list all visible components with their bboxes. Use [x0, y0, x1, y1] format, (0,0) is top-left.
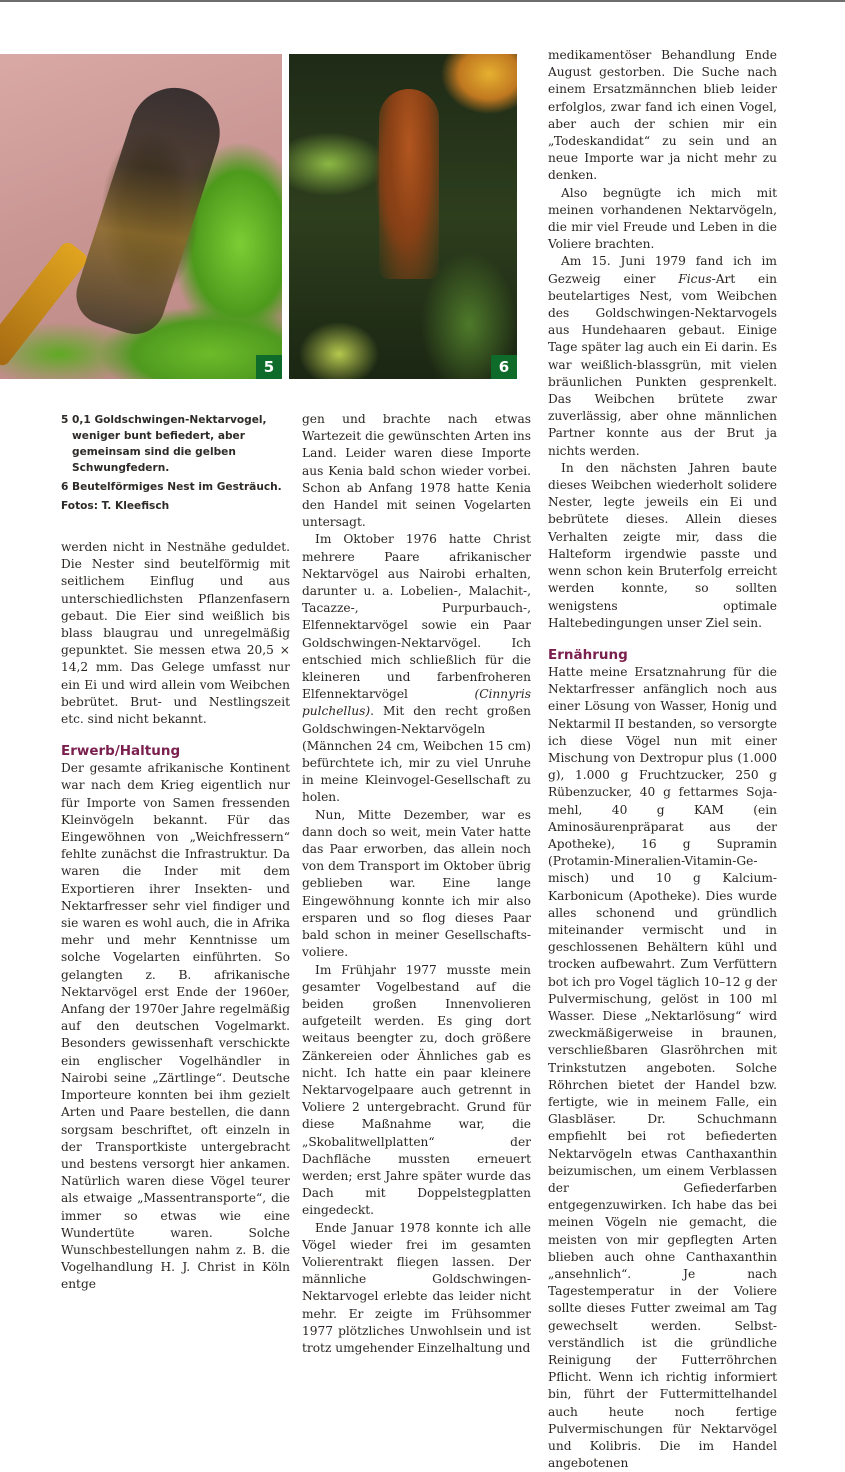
caption-5 [61, 412, 291, 476]
bird-body-shape [69, 76, 232, 342]
paragraph: Ende Januar 1978 konnte ich alle Vögel wieder frei im gesamten Volierentrakt fliegen lassen. Der männliche Goldschwingen-Nektarvogel erlebte das leider nicht mehr. Er zeigte im Frühsommer 1977 plötzliches Unwohlsein und ist trotz umgehender Einzelhaltung und [302, 1220, 531, 1355]
paragraph: Also begnügte ich mich mit meinen vorhandenen Nektarvögeln, die mir viel Freude und Leben in die Voliere brachten. [548, 185, 777, 252]
paragraph: In den nächsten Jahren baute dieses Weibchen wiederholt solidere Nester, legte jeweils ein Ei und bebrütete dieses. Allein dieses Verhalten zeigte mir, dass die Halteform irgendwie passte und wenn schon kein Bruterfolg erreicht werden konnte, so sollten wenigstens optimale Haltebedingungen unser Ziel sein. [548, 460, 777, 630]
caption-6 [61, 479, 291, 495]
bird-tail-shape [0, 240, 90, 369]
figure-number-badge-6: 6 [491, 355, 517, 379]
paragraph: medikamentöser Behandlung Ende August gestorben. Die Suche nach einem Ersatzmännchen blieb leider erfolglos, zwar fand ich einen Vogel, aber auch der schien mir ein „Todeskandidat“ zu sein und an neue Importe war ja nicht mehr zu denken. [548, 48, 777, 183]
text-run: Am 15. Juni 1979 fand ich im Gezweig einer [548, 254, 777, 286]
caption-number: 6 [61, 481, 69, 493]
paragraph: Der gesamte afrikanische Kontinent war nach dem Krieg eigentlich nur für Importe von Samen fressenden Kleinvögeln bekannt. Für das Eingewöhnen von „Weichfressern“ fehlte zunächst die Infrastruktur. Da waren die Inder mit dem Exportieren ihrer Insekten- und Nektarfresser sehr viel findiger und sie waren es wohl auch, die in Afrika mehr und mehr Kenntnisse um solche Vogelarten einführten. So gelangten z. B. afrikanische Nektarvögel erst Ende der 1960er, Anfang der 1970er Jahre regelmäßig auf den deutschen Vogelmarkt. Besonders gewissenhaft verschickte ein englischer Vogelhändler in Nairobi seine „Zärtlinge“. Deutsche Importeure konnten bei ihm gezielt Arten und Paare bestellen, die dann sorgsam beschriftet, oft einzeln in der Transportkiste untergebracht und bestens versorgt hier ankamen. Natürlich waren diese Vögel teurer als etwaige „Massentransporte“, die immer so etwas wie eine Wundertüte waren. Solche Wunschbestellungen nahm z. B. die Vogelhandlung H. J. Christ in Köln entge [61, 761, 290, 1292]
section-heading-erwerb-haltung: Erwerb/Haltung [61, 743, 181, 760]
photo-goldwinged-sunbird [0, 54, 282, 379]
text-run: . Mit den recht großen Goldschwingen-Nektarvögeln (Männchen 24 cm, Weibchen 15 cm) befürchtete ich, mir zu viel Unruhe in meine Kleinvogel-Gesellschaft zu holen. [302, 704, 531, 805]
text-column-2 [302, 411, 531, 1357]
paragraph: werden nicht in Nestnähe geduldet. Die Nester sind beutelförmig mit seitlichem Einflug und aus unterschiedlichsten Pflanzenfasern gebaut. Die Eier sind weißlich bis blass blaugrau und unregelmäßig gepunktet. Sie messen etwa 20,5 × 14,2 mm. Das Gelege umfasst nur ein Ei und wird allein vom Weibchen bebrütet. Brut- und Nestlingszeit etc. sind nicht bekannt. [61, 540, 290, 727]
caption-text: Beutelförmiges Nest im Gesträuch. [72, 481, 282, 493]
paragraph: gen und brachte nach etwas Wartezeit die gewünschten Arten ins Land. Leider waren diese Importe aus Kenia bald schon wieder vorbei. Schon ab Anfang 1978 hatte Kenia den Handel mit seinen Vogelarten untersagt. [302, 412, 531, 530]
text-column-3 [548, 47, 777, 1472]
figure-captions [61, 412, 291, 514]
paragraph [302, 531, 531, 806]
paragraph: Nun, Mitte Dezember, war es dann doch so weit, mein Vater hatte das Paar erworben, das allein noch von dem Transport im Oktober übrig geblieben war. Eine lange Eingewöhnung konnte ich mir also ersparen und so flog dieses Paar bald schon in meiner Gesellschaftsvoliere. [302, 807, 531, 960]
species-name: (Cinnyris pulchellus) [302, 687, 531, 719]
text-run: Im Oktober 1976 hatte Christ mehrere Paare afrikanischer Nektarvögel aus Nairobi erhalten, darunter u. a. Lobelien-, Malachit-, Tacazze-, Purpurbauch-, Elfennektarvögel sowie ein Paar Goldschwingen-Nektarvögel. Ich entschied mich schließlich für die kleineren und farbenfroheren Elfennektarvögel [302, 532, 531, 702]
page-top-border [0, 0, 845, 2]
genus-name: Ficus [678, 271, 712, 286]
text-run: -Art ein beutelartiges Nest, vom Weibchen des Goldschwingen-Nektarvogels aus Hundehaaren gebaut. Einige Tage später lag auch ein Ei darin. Es war weißlich-blassgrün, mit vielen bräunlichen Punkten gesprenkelt. Das Weibchen brütete zwar zuverlässig, aber ohne männlichen Partner konnte aus der Brut ja nichts werden. [548, 271, 777, 458]
caption-text: 0,1 Goldschwingen-Nektarvogel, weniger bunt befiedert, aber gemeinsam sind die gelben Schwungfedern. [72, 414, 267, 474]
paragraph: Im Frühjahr 1977 musste mein gesamter Vogelbestand auf die beiden großen Innenvolieren aufgeteilt werden. Es ging dort weitaus beengter zu, doch größere Zänkereien oder Ähnliches gab es nicht. Ich hatte ein paar kleinere Nektarvogelpaare auch getrennt in Voliere 2 untergebracht. Grund für diese Maßnahme war, die „Skobalitwellplatten“ der Dachfläche mussten erneuert werden; erst Jahre später wurde das Dach mit Doppelstegplatten eingedeckt. [302, 962, 531, 1218]
photo-pouch-nest [289, 54, 517, 379]
photo-credit: Fotos: T. Kleefisch [61, 500, 170, 512]
section-heading-ernaehrung: Ernährung [548, 646, 628, 663]
caption-number: 5 [61, 414, 69, 426]
paragraph [548, 253, 777, 459]
figure-number-badge-5: 5 [256, 355, 282, 379]
nest-shape [379, 89, 439, 279]
text-column-1 [61, 539, 290, 1294]
paragraph: Hatte meine Ersatznahrung für die Nektarfresser anfänglich noch aus einer Lösung von Wasser, Honig und Nektarmil II bestanden, so versorgte ich diese Vögel nun mit einer Mischung von Dextropur plus (1.000 g), 1.000 g Fruchtzucker, 250 g Rübenzucker, 40 g fettarmes Sojamehl, 40 g KAM (ein Aminosäurenpräparat aus der Apotheke), 16 g Supramin (Protamin-Mineralien-Vitamin-Gemisch) und 10 g Kalcium-Karbonicum (Apotheke). Dies wurde alles schonend und gründlich miteinander vermischt und in geschlossenen Behältern kühl und trocken aufbewahrt. Zum Verfüttern bot ich pro Vogel täglich 10–12 g der Pulvermischung, gelöst in 100 ml Wasser. Diese „Nektarlösung“ wird zweckmäßigerweise in braunen, verschließbaren Glasröhrchen mit Trinkstutzen angeboten. Solche Röhrchen bietet der Handel bzw. fertigte, wie in meinem Falle, ein Glasbläser. Dr. Schuchmann empfiehlt bei rot befiederten Nektarvögeln etwas Canthaxanthin beizumischen, um einem Verblassen der Gefiederfarben entgegenzuwirken. Ich habe das bei meinen Vögeln nie gemacht, die meisten von mir gepflegten Arten blieben auch ohne Canthaxanthin „ansehnlich“. Je nach Tagestemperatur in der Voliere sollte dieses Futter zweimal am Tag gewechselt werden. Selbstverständlich ist die gründliche Reinigung der Futterröhrchen Pflicht. Wenn ich richtig informiert bin, führt der Futtermittelhandel auch heute noch fertige Pulvermischungen für Nektarvögel und Kolibris. Die im Handel angebotenen [548, 664, 777, 1471]
